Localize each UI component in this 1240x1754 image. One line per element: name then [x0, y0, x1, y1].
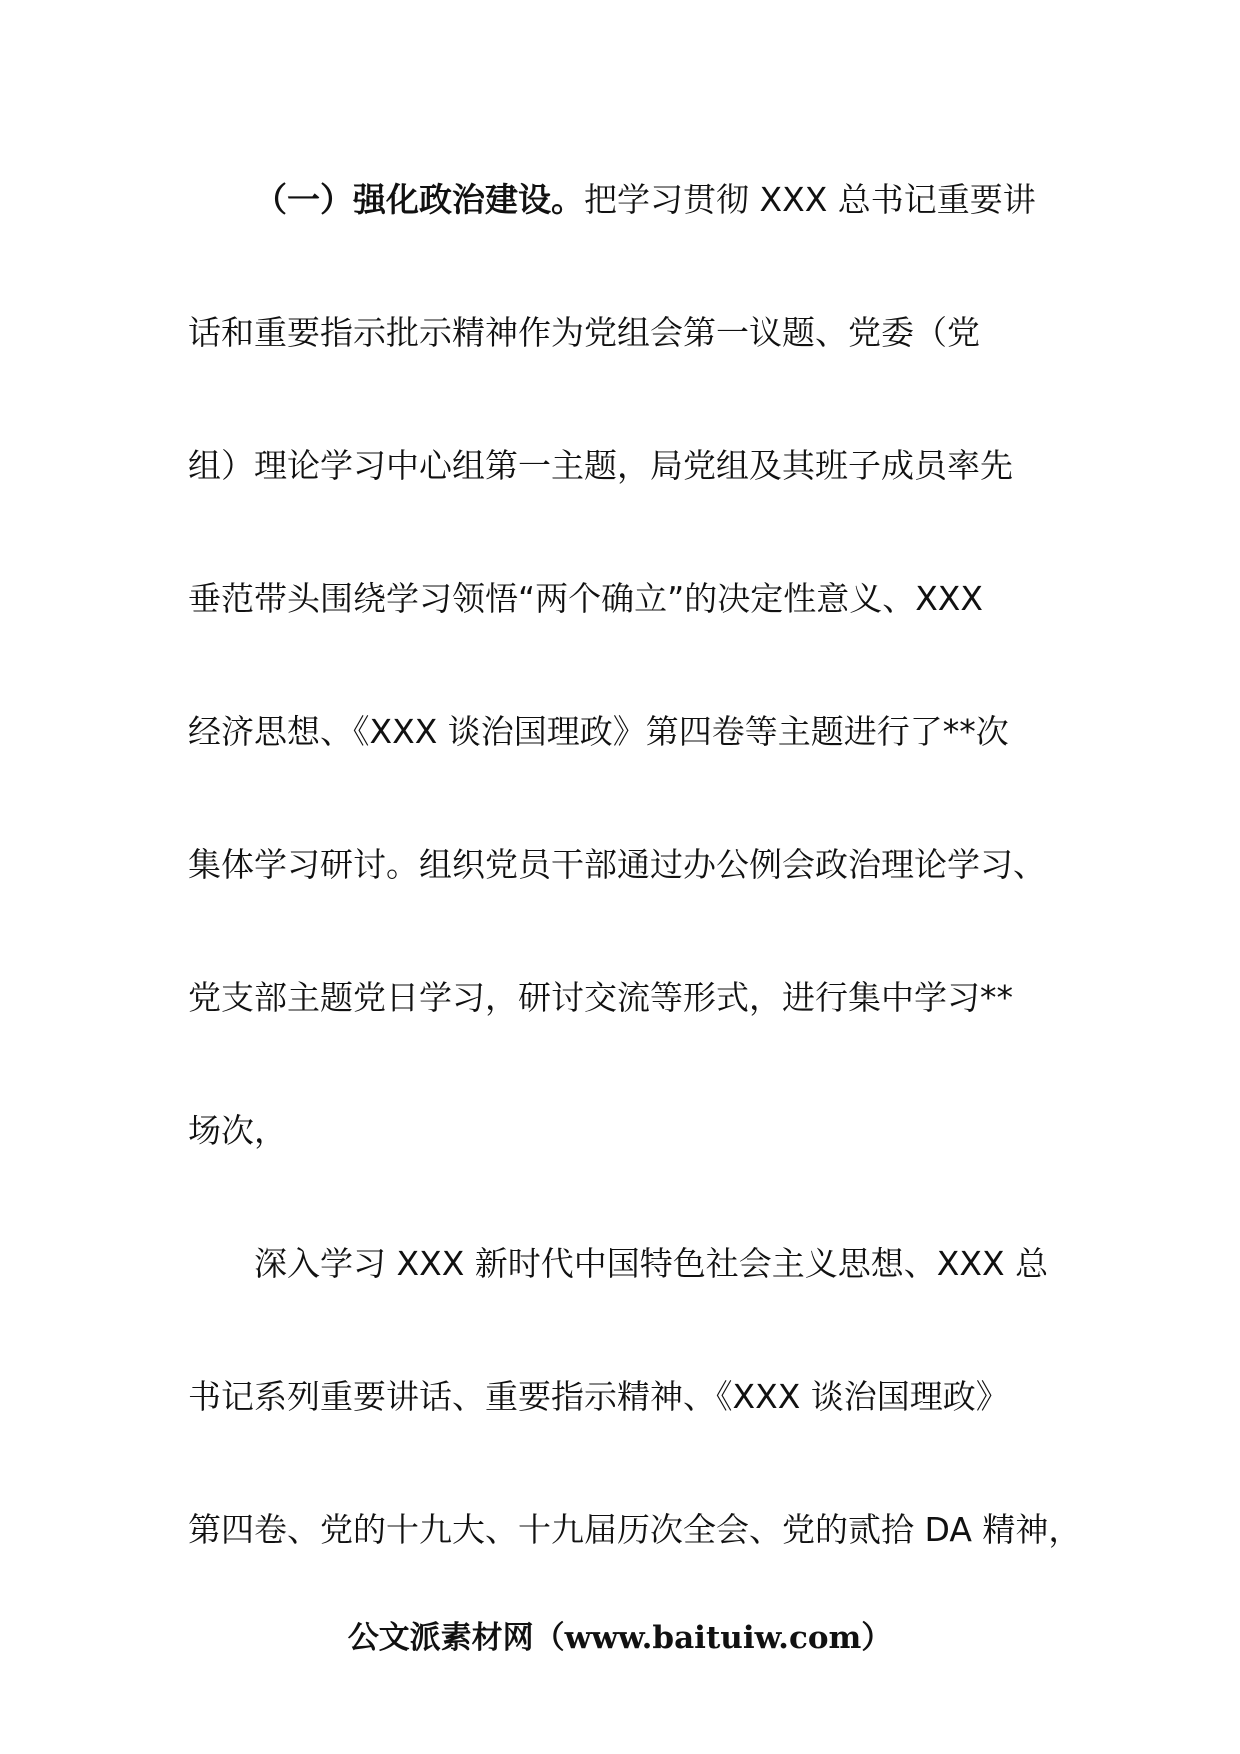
- paragraph-1-line-8: 场次，: [188, 1111, 287, 1150]
- paragraph-1-line-6: 集体学习研讨。组织党员干部通过办公例会政治理论学习、: [188, 845, 1046, 884]
- paragraph-1-line-3: 组）理论学习中心组第一主题，局党组及其班子成员率先: [188, 446, 1013, 485]
- paragraph-1-line-1: [188, 170, 1088, 303]
- paragraph-2-line-2: 书记系列重要讲话、重要指示精神、《XXX 谈治国理政》: [188, 1377, 1009, 1416]
- section-heading: （一）强化政治建设。: [254, 180, 584, 219]
- paragraph-1-line-2: 话和重要指示批示精神作为党组会第一议题、党委（党: [188, 313, 980, 352]
- paragraph-text: 把学习贯彻 XXX 总书记重要讲: [584, 180, 1036, 219]
- paragraph-1-line-5: 经济思想、《XXX 谈治国理政》第四卷等主题进行了**次: [188, 712, 1009, 751]
- paragraph-1-line-4: 垂范带头围绕学习领悟“两个确立”的决定性意义、XXX: [188, 579, 984, 618]
- paragraph-2-line-1: 深入学习 XXX 新时代中国特色社会主义思想、XXX 总: [254, 1244, 1049, 1283]
- document-body: [188, 170, 1088, 1633]
- paragraph-1-line-7: 党支部主题党日学习，研讨交流等形式，进行集中学习**: [188, 978, 1013, 1017]
- paragraph-2-line-3: 第四卷、党的十九大、十九届历次全会、党的贰拾 DA 精神，: [188, 1510, 1082, 1549]
- footer-watermark: 公文派素材网（www.baituiw.com）: [347, 1620, 893, 1656]
